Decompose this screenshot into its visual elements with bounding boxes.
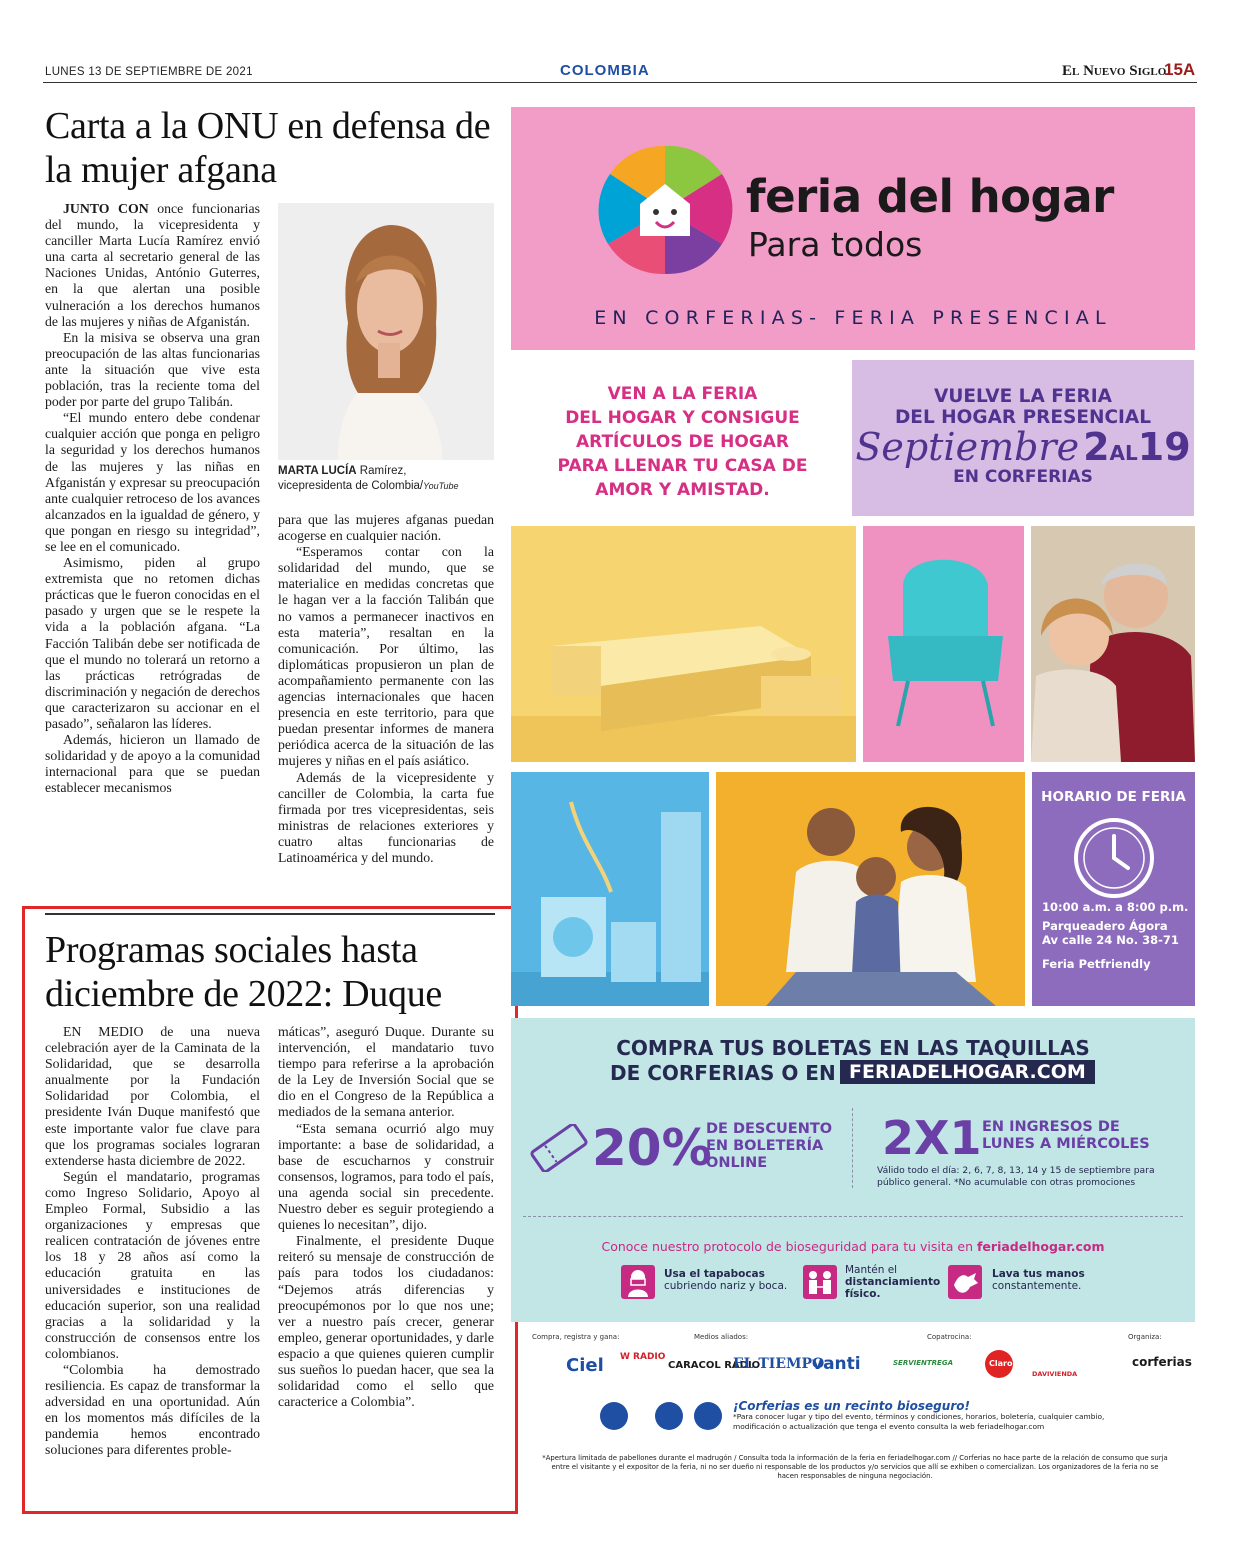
ad-ven-text: VEN A LA FERIA DEL HOGAR Y CONSIGUE ARTÍCULOS DE HOGAR PARA LLENAR TU CASA DE AMOR Y AMISTAD. (557, 384, 808, 500)
family-photo (716, 772, 1025, 1006)
article1-headline: Carta a la ONU en defensa de la mujer afgana (45, 105, 491, 191)
section-title: COLOMBIA (560, 62, 650, 79)
caption-name: MARTA LUCÍA (278, 465, 357, 477)
promo-value: 2X1 (882, 1111, 982, 1165)
portrait-illustration (278, 203, 494, 460)
compra-line1: COMPRA TUS BOLETAS EN LAS TAQUILLAS (616, 1036, 1090, 1060)
ad-fine-print: *Apertura limitada de pabellones durante el madrugón / Consulta toda la información de la feria en feriadelhogar.com // Corferias no hace parte de la relación de consumo que surja entre el visitante y el expositor de la feria, ni no ser dueño ni responsable de los productos y/o servicios que allí se exhiben o comercializan. Los organizadores de la feria no se hacen responsables de ninguna negociación. (542, 1454, 1168, 1480)
article2-paragraph: EN MEDIO de una nueva celebración ayer de la Caminata de la Solidaridad, que se desarrolla anualmente por la Fundación Solidaridad por Colombia, el presidente Iván Duque manifestó que este importante valor fue clave para que los programas sociales lograran extenderse hasta diciembre de 2022. (45, 1024, 260, 1168)
sponsor-corferias-logo: corferias (1132, 1355, 1192, 1369)
article1-paragraph: para que las mujeres afganas puedan acogerse en cualquier nación. (278, 512, 494, 544)
ad-title: feria del hogar (746, 170, 1114, 223)
recinto-body: *Para conocer lugar y tipo del evento, términos y condiciones, horarios, boletería, cualquier cambio, modificación o actualización que tenga el evento consulta la web feriadelhogar.com (733, 1412, 1105, 1431)
sponsor-davivienda-logo: DAVIVIENDA (1032, 1370, 1078, 1378)
article2-paragraph: Finalmente, el presidente Duque reiteró su mensaje de construcción de país para todos los ciudadanos: “Dejemos atrás diferencias y preocupémonos por lo que nos une; ver a nuestro país crecer, generar empleo, generar oportunidades, y darle espacio a que quienes quieren cumplir sus sueños lo puedan hacer, que sea la solidaridad como el sello que caracterice a Colombia”. (278, 1233, 494, 1410)
sponsor-wradio-logo: W RADIO (620, 1352, 666, 1362)
promo-conditions: Válido todo el día: 2, 6, 7, 8, 13, 14 y 15 de septiembre para público general. *No acumulable con otras promociones (877, 1165, 1155, 1188)
page-number: 15A (1164, 60, 1196, 79)
ad-subtitle: Para todos (748, 225, 923, 264)
lead-word: JUNTO CON (63, 201, 149, 216)
bed-photo (511, 526, 856, 762)
article2-paragraph: máticas”, aseguró Duque. Durante su intervención, el mandatario tuvo tiempo para referirse a la aprobación de la Ley de Inversión Social que se dio en el Congreso de la República a mediados de la semana anterior. (278, 1024, 494, 1120)
sponsor-vanti-logo: vanti (812, 1354, 861, 1374)
compra-line2: DE CORFERIAS O EN (610, 1061, 836, 1085)
biosafe-icon-2 (655, 1402, 683, 1430)
sponsor-eltiempo-logo: EL TIEMPO (733, 1356, 825, 1372)
header-rule (43, 82, 1197, 83)
bio-handwash-text: Lava tus manos constantemente. (992, 1268, 1085, 1292)
ad-date-range: Septiembre 2AL19 (855, 425, 1191, 469)
discount-value: 20% (592, 1119, 712, 1177)
sponsor-caracol-logo: CARACOL RADIO (668, 1360, 761, 1371)
article1-paragraph: JUNTO CON once funcionarias del mundo, la vicepresidenta y canciller Marta Lucía Ramírez envió una carta al secretario general de las Naciones Unidas, António Guterres, en la que alertan una posible vulneración a los derechos humanos de las mujeres y niñas de Afganistán. (45, 201, 260, 329)
horario-panel (1032, 772, 1195, 1006)
recinto-title: ¡Corferias es un recinto bioseguro! (733, 1399, 970, 1413)
ad-band-text: EN CORFERIAS- FERIA PRESENCIAL (594, 307, 1112, 329)
article2-headline: Programas sociales hasta diciembre de 2022: Duque (45, 929, 442, 1015)
article2-paragraph: “Esta semana ocurrió algo muy importante: a base de solidaridad, a base de escucharnos y construir consensos, logramos, para todo el país, una agenda social sin precedente. Nuestro deber es seguir protegiendo a quienes lo necesitan”, dijo. (278, 1120, 494, 1233)
article2-paragraph: “Colombia ha demostrado resiliencia. Es capaz de transformar la adversidad en una oportunidad. Aún en los momentos más difíciles de la pandemia hemos encontrado soluciones para diferentes proble- (45, 1361, 260, 1458)
discount-text: DE DESCUENTO EN BOLETERÍA ONLINE (706, 1121, 833, 1171)
sponsor-label-organiza: Organiza: (1128, 1333, 1162, 1341)
publication-name: El Nuevo Siglo (1062, 63, 1167, 79)
parqueadero-name: Parqueadero Ágora (1042, 919, 1168, 933)
bio-distance-text: Mantén el distanciamiento físico. (845, 1264, 941, 1300)
appliances-photo (511, 772, 709, 1006)
article1-paragraph: “El mundo entero debe condenar cualquier acción que ponga en peligro la seguridad y los derechos humanos de las mujeres y las niñas en Afganistán y expresar su preocupación ante cualquier retroceso de los avances alcanzados en la igualdad de género, y que pongan en riesgo su integridad”, se lee en el comunicado. (45, 410, 260, 554)
article1-paragraph: Asimismo, piden al grupo extremista que no retomen dichas prácticas que le fueron conocidas en el pasado y urgen que se le respete la vida a la población afgana. “La Facción Talibán debe ser notificada de que el mundo no tolerará un retorno a las prácticas retrógradas de discriminación y negación de derechos que caracterizaron su accionar en el pasado”, señalaron las líderes. (45, 555, 260, 731)
sponsor-label-compra: Compra, registra y gana: (532, 1333, 620, 1341)
biosecurity-protocol: Conoce nuestro protocolo de bioseguridad para tu visita en feriadelhogar.com (601, 1239, 1105, 1254)
caption-credit: YouTube (423, 481, 459, 491)
article1-paragraph: “Esperamos contar con la solidaridad del mundo, que se materialice en medidas concretas que le hagan ver a la facción Talibán que no vamos a permanecer inactivos en esta materia”, resaltan en la comunicación. Por último, las diplomáticas propusieron un plan de acompañamiento permanente con las agencias internacionales que hacen presencia en este territorio, para que puedan presentar informes de manera periódica acerca de la situación de las mujeres y niñas en el país asiático. (278, 544, 494, 769)
horario-title: HORARIO DE FERIA (1041, 789, 1186, 805)
sponsor-label-copatrocina: Copatrocina: (927, 1333, 972, 1341)
parqueadero-address: Av calle 24 No. 38-71 (1042, 933, 1179, 947)
sponsor-label-medios: Medios aliados: (694, 1333, 749, 1341)
sponsor-ciel-logo: Ciel (566, 1355, 604, 1376)
petfriendly-text: Feria Petfriendly (1042, 957, 1151, 971)
biosecurity-divider (523, 1216, 1183, 1217)
ad-location-text: EN CORFERIAS (953, 467, 1093, 487)
mask-icon (621, 1265, 655, 1299)
biosafe-icon-3 (694, 1402, 722, 1430)
article1-paragraph: Además de la vicepresidente y canciller de Colombia, la carta fue firmada por tres vicepresidentas, seis ministras de relaciones exteriores y cuatro altas funcionarias de Latinoamérica y del mundo. (278, 769, 494, 865)
couple-photo (1031, 526, 1195, 762)
article1-column1 (45, 201, 260, 796)
article2-column1 (45, 1024, 260, 1459)
compra-url-badge: FERIADELHOGAR.COM (840, 1060, 1095, 1084)
article2-column2 (278, 1024, 494, 1410)
promo-divider (852, 1108, 853, 1188)
photo-marta-lucia-ramirez (278, 203, 494, 460)
distance-icon (803, 1265, 837, 1299)
horario-time: 10:00 a.m. a 8:00 p.m. (1042, 900, 1189, 914)
biosafe-icon-1 (600, 1402, 628, 1430)
ad-vuelve-text: VUELVE LA FERIA DEL HOGAR PRESENCIAL (894, 386, 1152, 428)
article2-paragraph: Según el mandatario, programas como Ingreso Solidario, Apoyo al Empleo Formal, Subsidio a las organizaciones y empresas que realicen contratación de jóvenes entre los 18 y 28 años así como la educación gratuita en las universidades e instituciones de educación superior, son una realidad gracias a la solidaridad y la construcción de consensos entre los colombianos. (45, 1168, 260, 1361)
article1-column2 (278, 512, 494, 866)
header-date: LUNES 13 DE SEPTIEMBRE DE 2021 (45, 66, 253, 78)
armchair-photo (863, 526, 1024, 762)
feria-logo-icon (590, 144, 740, 276)
handwash-icon (948, 1265, 982, 1299)
clock-icon (1072, 816, 1156, 900)
bio-mask-text: Usa el tapabocas cubriendo nariz y boca. (664, 1268, 788, 1292)
sponsor-servientrega-logo: SERVIENTREGA (893, 1359, 953, 1367)
article1-paragraph: Además, hicieron un llamado de solidaridad y de apoyo a la comunidad internacional para que se puedan establecer mecanismos (45, 732, 260, 796)
photo-caption: MARTA LUCÍA Ramírez, vicepresidenta de Colombia/YouTube (278, 465, 459, 492)
article1-paragraph: En la misiva se observa una gran preocupación de las altas funcionarias ante la situación que vive esta población, tras la reciente toma del poder por parte del grupo Talibán. (45, 329, 260, 410)
promo-text: EN INGRESOS DE LUNES A MIÉRCOLES (982, 1119, 1150, 1152)
sponsor-claro-logo: Claro (985, 1350, 1013, 1378)
ticket-icon (527, 1124, 591, 1172)
